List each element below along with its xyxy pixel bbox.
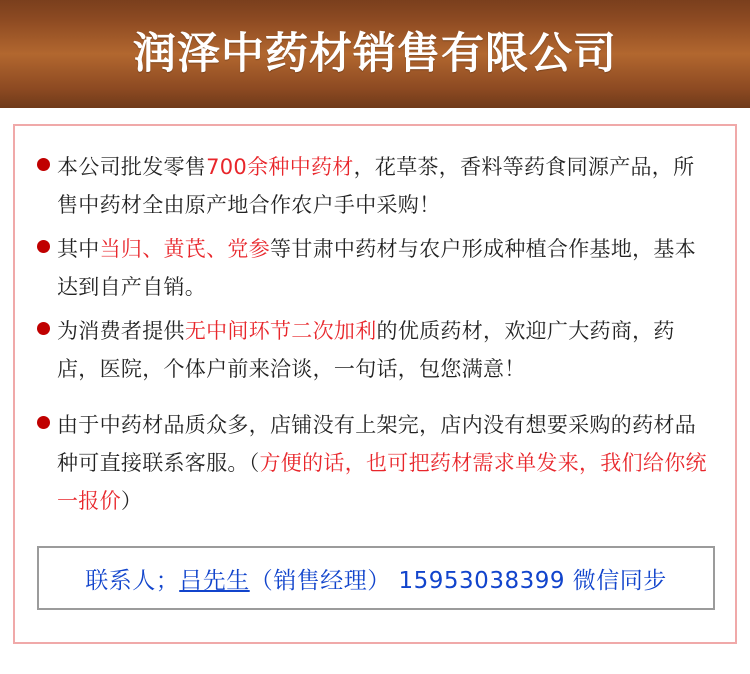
text-segment-highlight: 方便的话，也可把药材需求单发来，我们给你统一报价: [57, 451, 707, 513]
text-segment: 其中: [57, 237, 100, 261]
info-card: [13, 124, 737, 644]
contact-role: （销售经理）: [249, 567, 391, 594]
contact-person-name: 吕先生: [179, 567, 250, 594]
bullet-dot-icon: [37, 240, 50, 253]
list-item-text: [57, 148, 713, 224]
contact-line: [85, 562, 667, 595]
text-segment: 的优质药材，欢迎广大药商，药店，医院，个体户前来洽谈，一句话，包您满意！: [57, 319, 675, 381]
text-segment: ，花草茶，香料等药食同源产品，所售中药材全由原产地合作农户手中采购！: [57, 155, 695, 217]
text-segment-highlight: 当归、黄芪、党参: [99, 237, 271, 261]
list-item: [37, 312, 713, 388]
list-item: [37, 230, 713, 306]
list-item-text: [57, 312, 713, 388]
text-segment: 等甘肃中药材与农户形成种植合作基地，基本达到自产自销。: [57, 237, 697, 299]
contact-label: 联系人；: [85, 567, 180, 594]
contact-box: [37, 546, 715, 610]
text-segment: 本公司批发零售: [57, 155, 207, 179]
text-segment: 为消费者提供: [57, 319, 185, 343]
list-item: [37, 148, 713, 224]
text-segment-highlight: 700余种中药材: [206, 155, 354, 179]
contact-note: 微信同步: [572, 567, 667, 594]
bullet-list: [15, 126, 735, 520]
bullet-dot-icon: [37, 158, 50, 171]
bullet-dot-icon: [37, 322, 50, 335]
company-name: 润泽中药材销售有限公司: [133, 28, 617, 79]
list-item-text: [57, 406, 713, 520]
text-segment: ）: [120, 489, 143, 513]
text-segment: 由于中药材品质众多，店铺没有上架完，店内没有想要采购的药材品种可直接联系客服。（: [57, 413, 696, 475]
list-item-text: [57, 230, 713, 306]
header-banner: [0, 0, 750, 108]
contact-phone[interactable]: 15953038399: [398, 567, 565, 594]
bullet-dot-icon: [37, 416, 50, 429]
text-segment-highlight: 无中间环节二次加利: [184, 319, 377, 343]
list-item: [37, 406, 713, 520]
